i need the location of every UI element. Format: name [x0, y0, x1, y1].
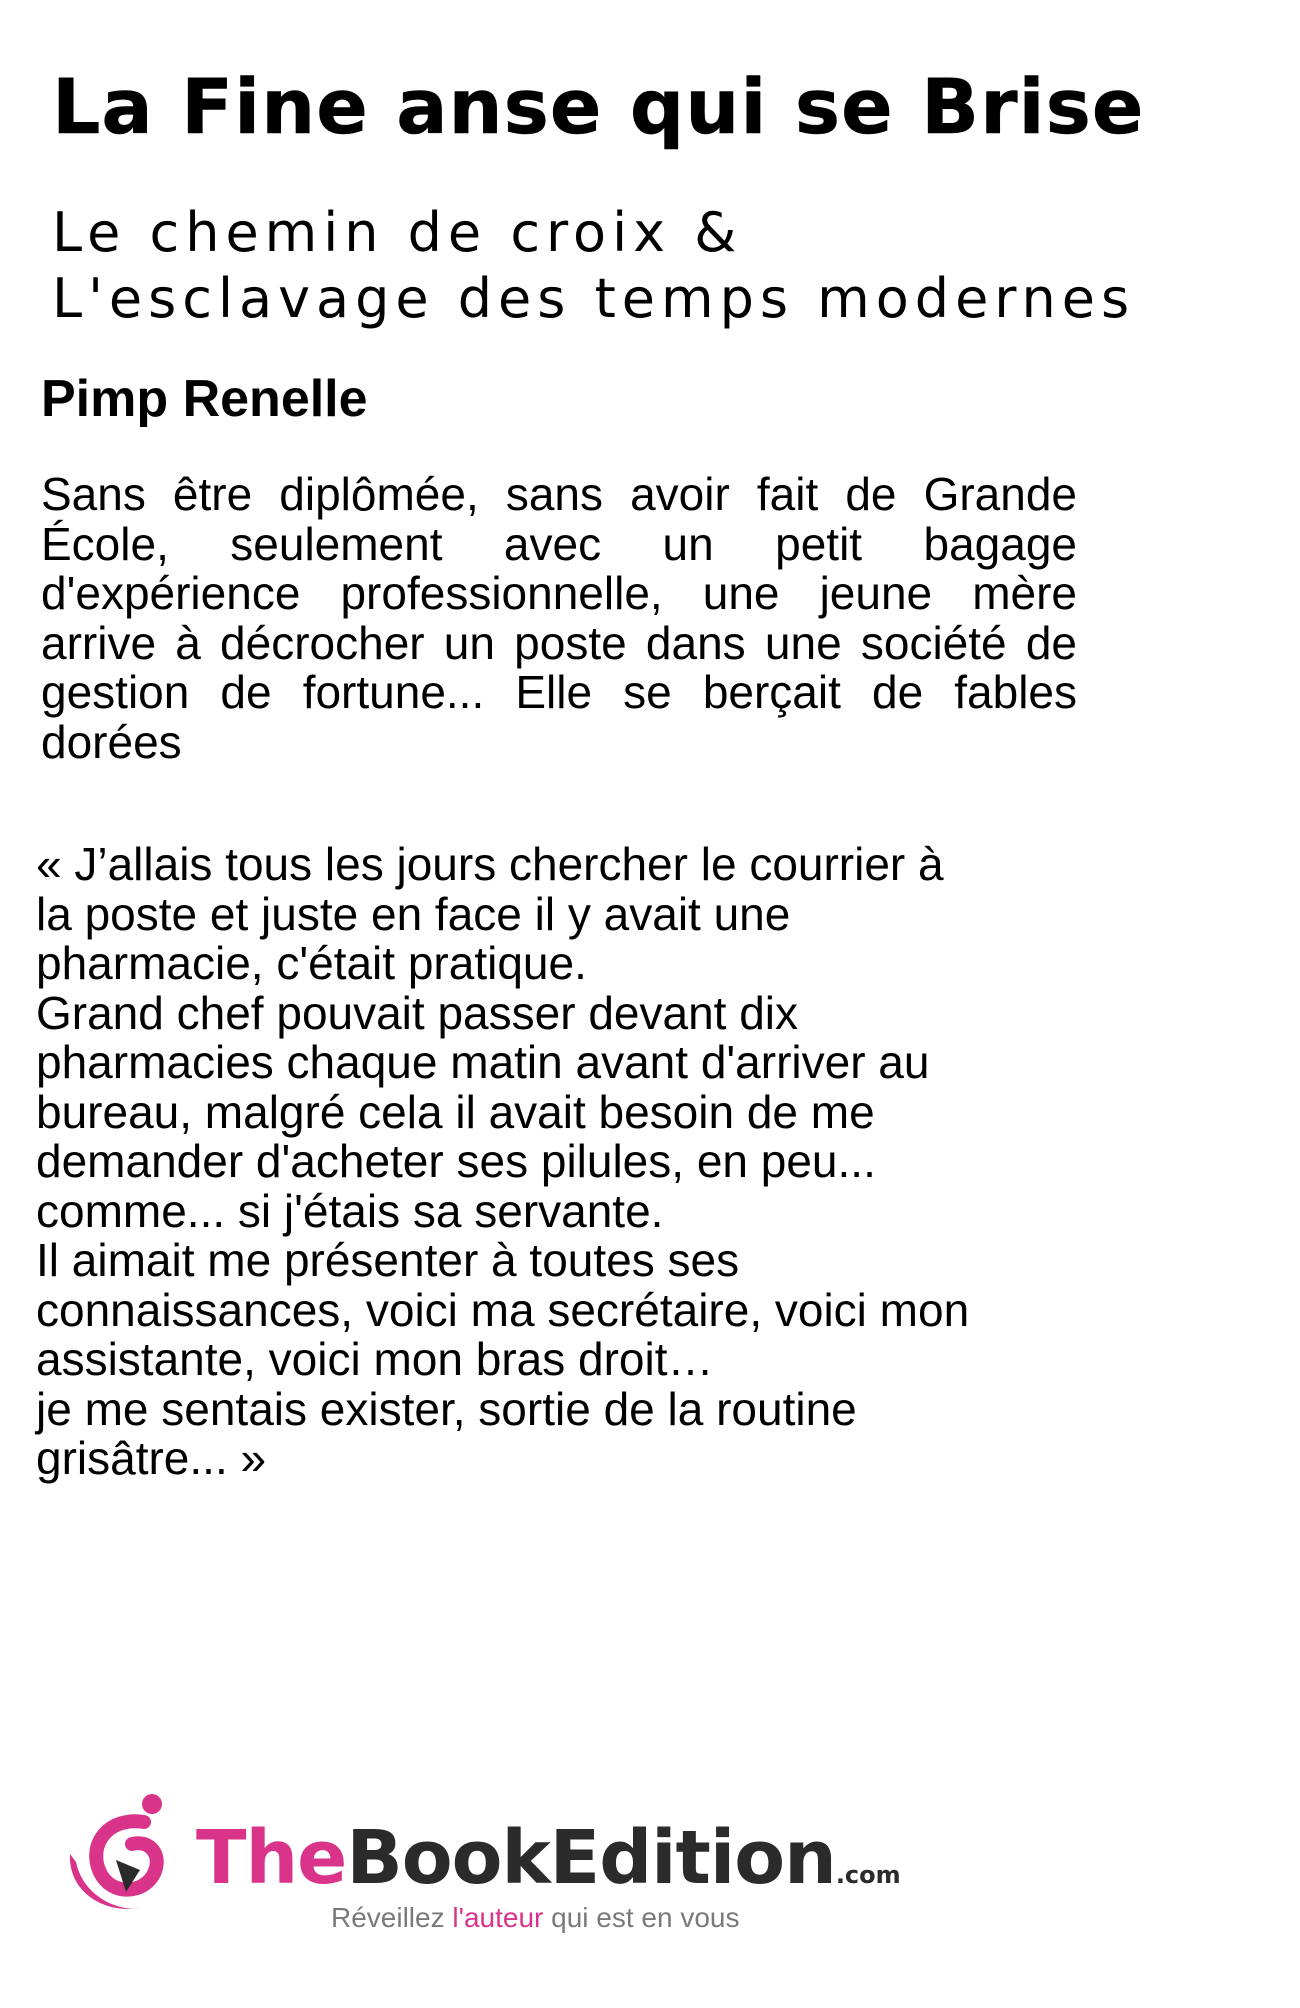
book-title: La Fine anse qui se Brise: [52, 62, 1145, 151]
book-quote: [36, 840, 1076, 1484]
book-subtitle: [52, 200, 1135, 332]
publisher-logo: [64, 1792, 901, 1952]
subtitle-line: L'esclavage des temps modernes: [52, 267, 1136, 330]
quote-line: grisâtre... »: [36, 1432, 267, 1484]
publisher-name: TheBookEdition.com: [196, 1815, 901, 1901]
quote-line: assistante, voici mon bras droit…: [36, 1333, 714, 1385]
book-summary: Sans être diplômée, sans avoir fait de Grande École, seulement avec un petit bagage d'expérience professionnelle, une jeune mère arrive à décrocher un poste dans une société de gestion de fortune... Elle se berçait de fables dorées: [41, 468, 1077, 768]
quote-line: demander d'acheter ses pilules, en peu...: [36, 1135, 876, 1187]
quote-line: Il aimait me présenter à toutes ses: [36, 1234, 740, 1286]
quote-line: connaissances, voici ma secrétaire, voici mon: [36, 1283, 970, 1336]
quote-line: je me sentais exister, sortie de la routine: [36, 1382, 857, 1435]
quote-line: pharmacies chaque matin avant d'arriver au: [36, 1036, 930, 1088]
author-name: Pimp Renelle: [41, 370, 368, 428]
quote-line: bureau, malgré cela il avait besoin de me: [36, 1085, 875, 1138]
subtitle-line: Le chemin de croix &: [52, 201, 743, 264]
publisher-tagline: Réveillez l'auteur qui est en vous: [331, 1902, 740, 1933]
thebookedition-logo-icon: [64, 1792, 184, 1917]
quote-line: pharmacie, c'était pratique.: [36, 937, 587, 989]
quote-line: la poste et juste en face il y avait une: [36, 887, 791, 940]
quote-line: Grand chef pouvait passer devant dix: [36, 986, 799, 1039]
quote-line: comme... si j'étais sa servante.: [36, 1184, 664, 1237]
quote-line: « J’allais tous les jours chercher le courrier à: [36, 838, 944, 890]
